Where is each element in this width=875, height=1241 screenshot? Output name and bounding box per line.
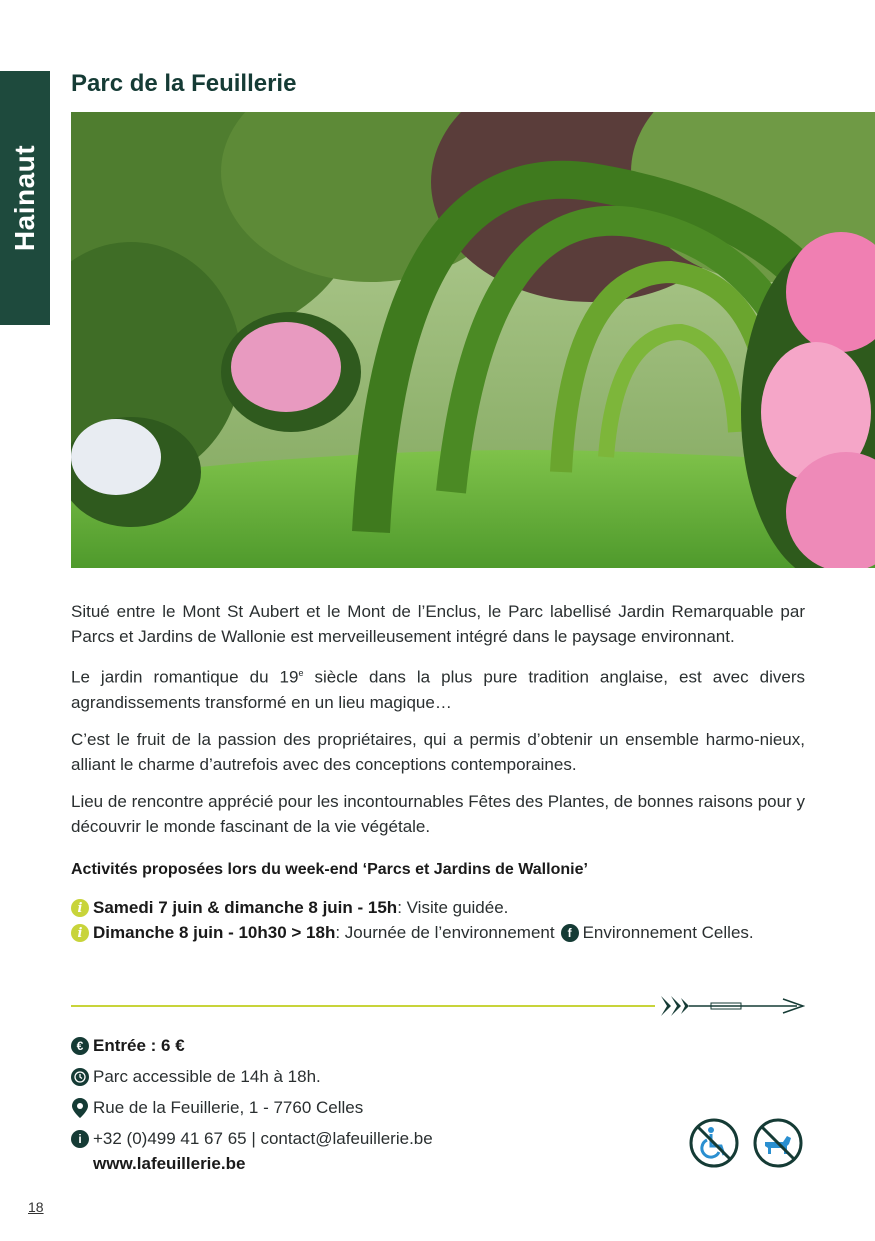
garden-photo <box>71 112 875 568</box>
info-icon: i <box>71 924 89 942</box>
facebook-page-link[interactable]: Environnement Celles. <box>582 923 754 942</box>
address: Rue de la Feuillerie, 1 - 7760 Celles <box>71 1098 363 1118</box>
facebook-icon[interactable]: f <box>561 924 579 942</box>
info-icon: i <box>71 1130 89 1148</box>
dog-forbidden-icon <box>753 1118 803 1168</box>
description <box>71 599 805 851</box>
website-link[interactable]: www.lafeuillerie.be <box>93 1154 246 1173</box>
entry-price: € Entrée : 6 € <box>71 1036 185 1056</box>
region-tab-label: Hainaut <box>9 144 40 252</box>
paragraph-1: Situé entre le Mont St Aubert et le Mont de l’Enclus, le Parc labellisé Jardin Remarquable par Parcs et Jardins de Wallonie est merveilleusement intégré dans le paysage environnant. <box>71 602 805 646</box>
contact-text[interactable]: +32 (0)499 41 67 65 | contact@lafeuillerie.be <box>93 1129 433 1148</box>
paragraph-4: Lieu de rencontre apprécié pour les incontournables Fêtes des Plantes, de bonnes raisons pour y découvrir le monde fascinant de la vie végétale. <box>71 791 805 836</box>
page-number: 18 <box>28 1199 44 1215</box>
euro-icon: € <box>71 1037 89 1055</box>
region-tab <box>0 71 50 325</box>
location-pin-icon <box>71 1098 89 1118</box>
paragraph-2: Le jardin romantique du 19e siècle dans la plus pure tradition anglaise, est avec divers agrandissements transformé en un lieu magique… <box>71 667 805 712</box>
contact <box>71 1129 433 1149</box>
page-title: Parc de la Feuillerie <box>71 70 297 97</box>
arrow-divider <box>71 994 805 1018</box>
opening-hours: Parc accessible de 14h à 18h. <box>71 1067 321 1087</box>
clock-icon <box>71 1068 89 1086</box>
activity-item: i Dimanche 8 juin - 10h30 > 18h : Journée de l’environnement f Environnement Celles. <box>71 923 754 943</box>
activities-title: Activités proposées lors du week-end ‘Parcs et Jardins de Wallonie’ <box>71 861 588 878</box>
paragraph-3: C’est le fruit de la passion des propriétaires, qui a permis d’obtenir un ensemble harmo-nieux, alliant le charme d’autrefois avec des conceptions contemporaines. <box>71 729 805 774</box>
activity-item: i Samedi 7 juin & dimanche 8 juin - 15h : Visite guidée. <box>71 898 508 918</box>
wheelchair-forbidden-icon <box>689 1118 739 1168</box>
info-icon: i <box>71 899 89 917</box>
